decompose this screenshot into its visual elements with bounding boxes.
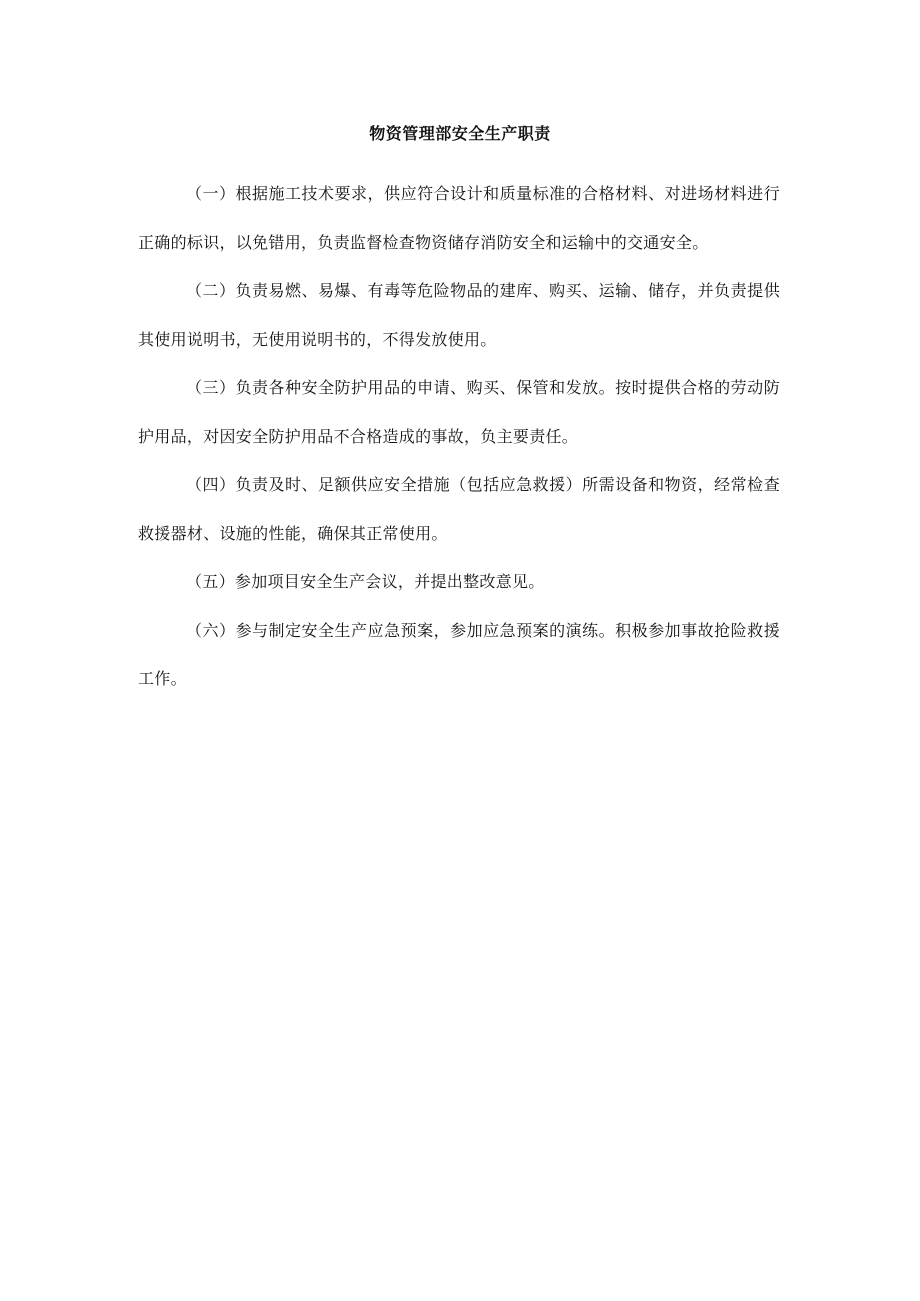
paragraph-4: （四）负责及时、足额供应安全措施（包括应急救援）所需设备和物资，经常检查救援器材、设施的性能，确保其正常使用。 xyxy=(138,475,780,543)
paragraph-2: （二）负责易燃、易爆、有毒等危险物品的建库、购买、运输、储存，并负责提供其使用说明书，无使用说明书的，不得发放使用。 xyxy=(138,281,780,349)
paragraph-6: （六）参与制定安全生产应急预案，参加应急预案的演练。积极参加事故抢险救援工作。 xyxy=(138,620,780,688)
paragraph-1: （一）根据施工技术要求，供应符合设计和质量标准的合格材料、对进场材料进行正确的标识，以免错用，负责监督检查物资储存消防安全和运输中的交通安全。 xyxy=(138,184,780,252)
page-title: 物资管理部安全生产职责 xyxy=(369,124,551,143)
document-body xyxy=(138,170,780,704)
paragraph-3: （三）负责各种安全防护用品的申请、购买、保管和发放。按时提供合格的劳动防护用品，对因安全防护用品不合格造成的事故，负主要责任。 xyxy=(138,378,780,446)
paragraph-5: （五）参加项目安全生产会议，并提出整改意见。 xyxy=(186,572,545,591)
